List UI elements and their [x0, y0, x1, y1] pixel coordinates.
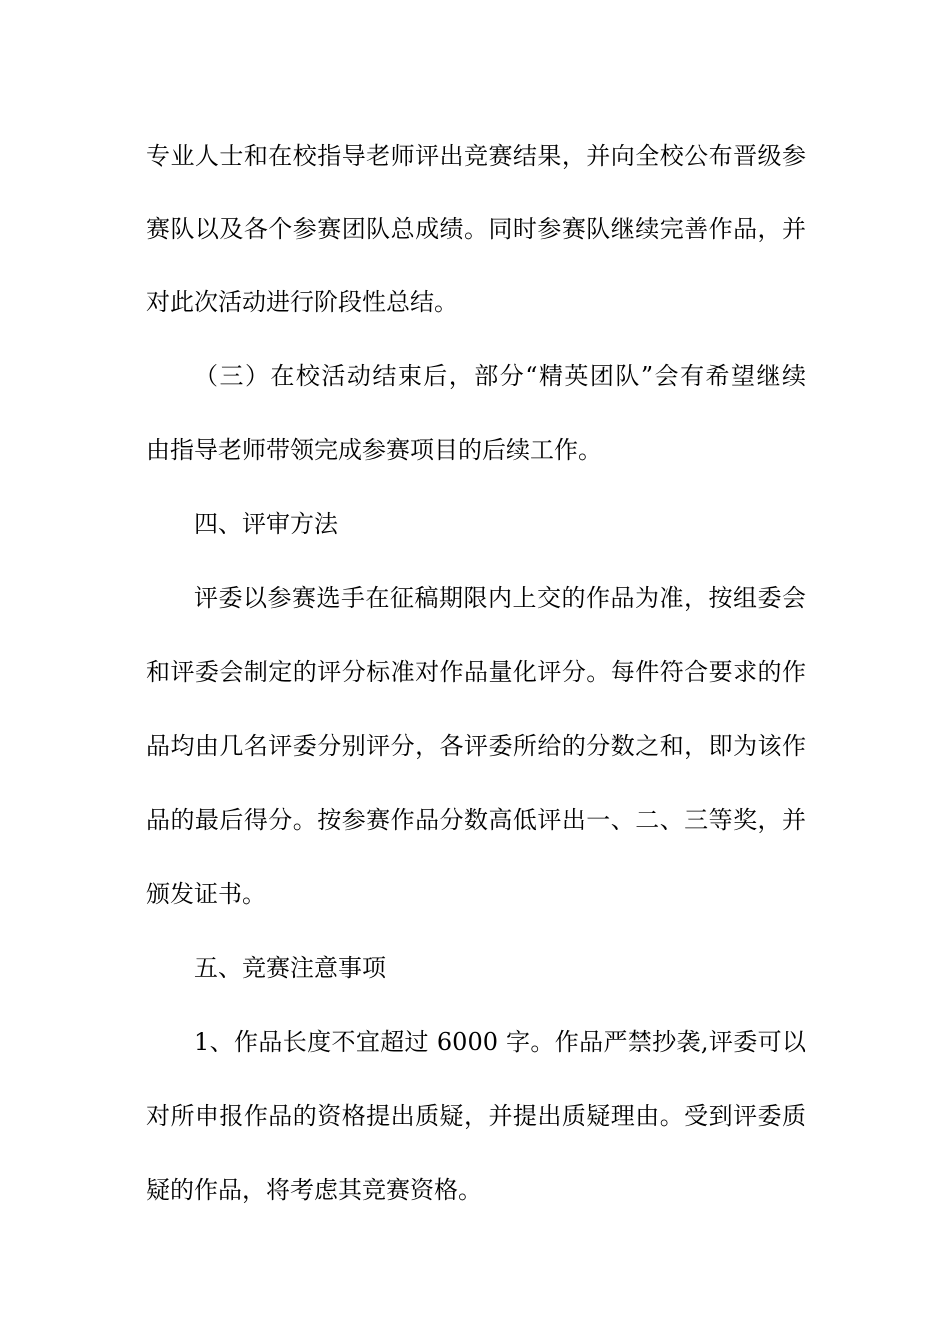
body-text-line: 颁发证书。	[146, 880, 266, 908]
section-heading-notes: 五、竞赛注意事项	[194, 954, 386, 982]
body-text-line: 对此次活动进行阶段性总结。	[146, 288, 458, 316]
body-text-line: 品的最后得分。按参赛作品分数高低评出一、二、三等奖，并	[146, 806, 806, 834]
body-text-line: 专业人士和在校指导老师评出竞赛结果，并向全校公布晋级参	[146, 142, 806, 170]
section-heading-review-method: 四、评审方法	[194, 510, 338, 538]
section-item-3-line: （三）在校活动结束后，部分“精英团队”会有希望继续	[194, 362, 806, 390]
body-text-line: 评委以参赛选手在征稿期限内上交的作品为准，按组委会	[194, 584, 806, 612]
body-text-line: 和评委会制定的评分标准对作品量化评分。每件符合要求的作	[146, 658, 806, 686]
body-text-line: 品均由几名评委分别评分，各评委所给的分数之和，即为该作	[146, 732, 806, 760]
body-text-line: 赛队以及各个参赛团队总成绩。同时参赛队继续完善作品，并	[146, 215, 806, 243]
body-text-line: 由指导老师带领完成参赛项目的后续工作。	[146, 436, 602, 464]
body-text-line: 对所申报作品的资格提出质疑，并提出质疑理由。受到评委质	[146, 1102, 806, 1130]
body-text-line: 1、作品长度不宜超过 6000 字。作品严禁抄袭,评委可以	[194, 1028, 806, 1056]
body-text-line: 疑的作品，将考虑其竞赛资格。	[146, 1176, 482, 1204]
